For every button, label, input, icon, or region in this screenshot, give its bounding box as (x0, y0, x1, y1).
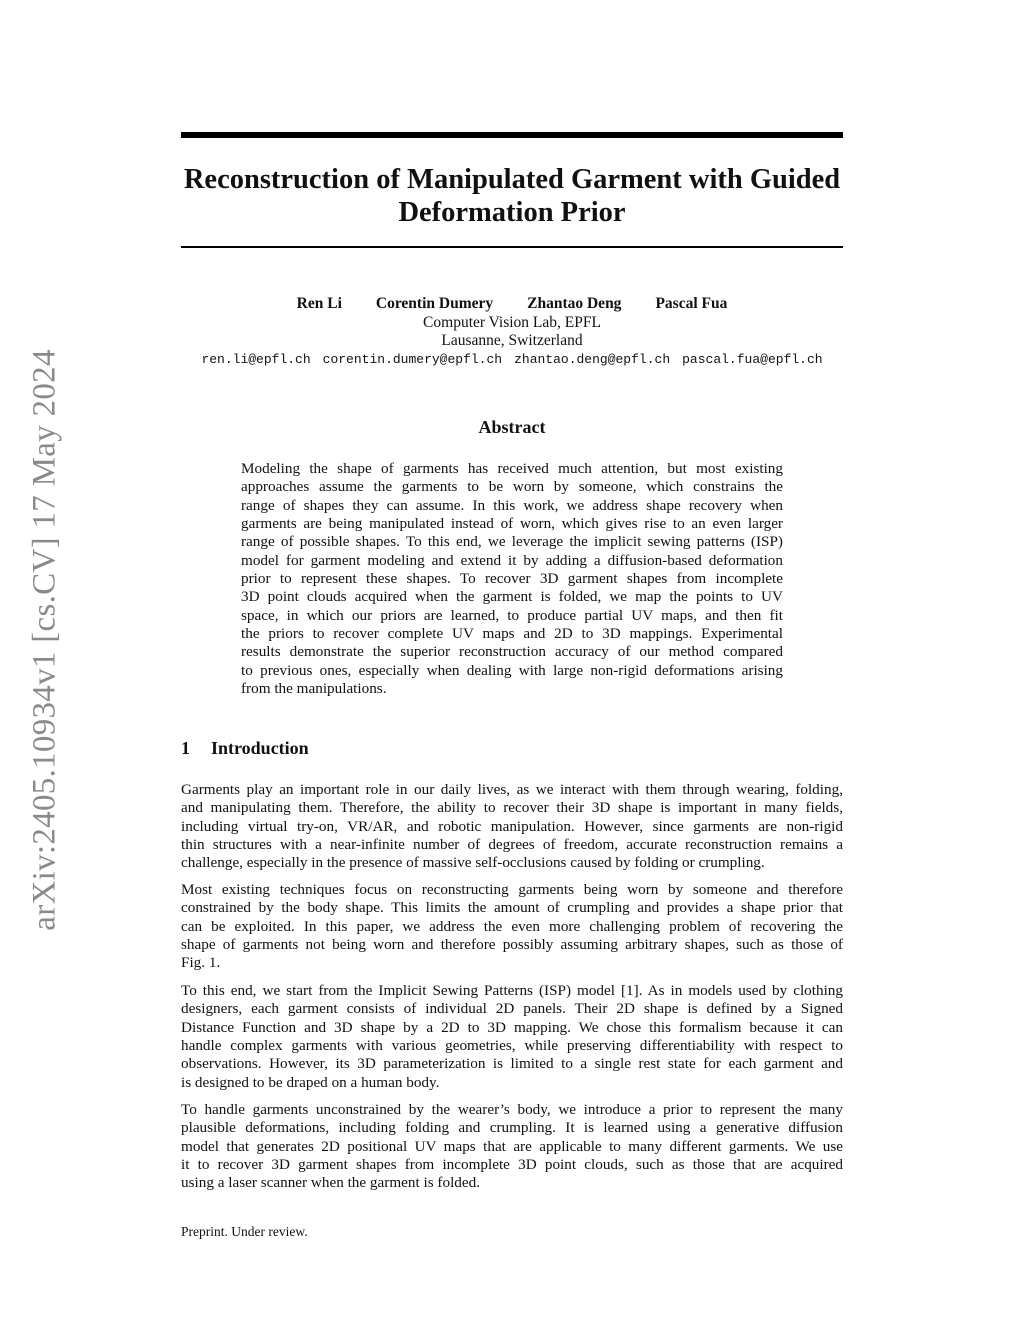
paper-title (150, 163, 874, 229)
affiliation: Computer Vision Lab, EPFL (423, 314, 601, 331)
author-list (0, 295, 1024, 313)
text-line: from the manipulations. (241, 680, 387, 698)
footer-note: Preprint. Under review. (181, 1224, 308, 1239)
email: pascal.fua@epfl.ch (682, 352, 823, 367)
text-line: thin structures with a near-infinite number of degrees of freedom, accurate reconstruction remains a (181, 836, 843, 854)
text-line: is designed to be draped on a human body. (181, 1073, 440, 1091)
abstract-heading: Abstract (478, 417, 546, 437)
paragraph (181, 881, 843, 973)
title-top-rule (181, 132, 843, 138)
text-line: Garments play an important role in our daily lives, as we interact with them through wearing, folding, (181, 781, 843, 798)
text-line: To handle garments unconstrained by the wearer’s body, we introduce a prior to represent the many (181, 1101, 843, 1118)
text-line: Fig. 1. (181, 954, 221, 972)
text-line: shape of garments not being worn and therefore possibly assuming arbitrary shapes, such as those of (181, 936, 843, 954)
text-line: to previous ones, especially when dealing with large non-rigid deformations arising (241, 661, 783, 679)
section-heading (181, 738, 309, 759)
email: zhantao.deng@epfl.ch (514, 352, 671, 367)
author: Zhantao Deng (527, 295, 622, 312)
text-line: garments are being manipulated instead of worn, which gives rise to an even larger (241, 515, 783, 533)
text-line: it to recover 3D garment shapes from incomplete 3D point clouds, such as those that are acquired (181, 1156, 843, 1174)
text-line: 3D point clouds acquired when the garment is folded, we map the points to UV (241, 588, 783, 606)
text-line: model for garment modeling and extend it by adding a diffusion-based deformation (241, 551, 783, 569)
text-line: handle complex garments with various geometries, while preserving differentiability with respect to (181, 1037, 843, 1055)
text-line: constrained by the body shape. This limits the amount of crumpling and provides a shape prior that (181, 899, 843, 917)
title-line: Deformation Prior (398, 197, 626, 228)
title-bottom-rule (181, 246, 843, 248)
text-line: and manipulating them. Therefore, the ability to recover their 3D shape is important in many fields, (181, 799, 843, 817)
email: ren.li@epfl.ch (201, 352, 311, 367)
text-line: Modeling the shape of garments has received much attention, but most existing (241, 460, 783, 477)
text-line: plausible deformations, including folding and crumpling. It is learned using a generative diffusion (181, 1119, 843, 1137)
paragraph (181, 781, 843, 873)
text-line: including virtual try-on, VR/AR, and robotic manipulation. However, since garments are non-rigid (181, 817, 843, 835)
email-list (0, 352, 1024, 367)
text-line: results demonstrate the superior reconstruction accuracy of our method compared (241, 643, 783, 661)
section-title: Introduction (211, 738, 309, 758)
text-line: approaches assume the garments to be worn by someone, which constrains the (241, 478, 783, 496)
text-line: can be exploited. In this paper, we address the even more challenging problem of recovering the (181, 917, 843, 935)
text-line: using a laser scanner when the garment is folded. (181, 1174, 481, 1192)
paragraph (181, 1101, 843, 1193)
section-number: 1 (181, 738, 190, 758)
text-line: Distance Function and 3D shape by a 2D to 3D mapping. We chose this formalism because it can (181, 1018, 843, 1036)
text-line: space, in which our priors are learned, to produce partial UV maps, and then fit (241, 606, 783, 624)
author: Pascal Fua (655, 295, 728, 312)
paragraph (181, 982, 843, 1092)
author: Ren Li (296, 295, 342, 312)
text-line: prior to represent these shapes. To recover 3D garment shapes from incomplete (241, 570, 783, 588)
abstract-body (241, 460, 783, 698)
text-line: observations. However, its 3D parameterization is limited to a single rest state for each garment and (181, 1055, 843, 1073)
text-line: Most existing techniques focus on reconstructing garments being worn by someone and therefore (181, 881, 843, 898)
text-line: range of possible shapes. To this end, we leverage the implicit sewing patterns (ISP) (241, 533, 783, 551)
affiliation-location: Lausanne, Switzerland (441, 332, 583, 349)
title-line: Reconstruction of Manipulated Garment with Guided (183, 164, 841, 195)
text-line: the priors to recover complete UV maps and 2D to 3D mappings. Experimental (241, 625, 783, 643)
text-line: model that generates 2D positional UV maps that are applicable to many different garments. We use (181, 1137, 843, 1155)
email: corentin.dumery@epfl.ch (322, 352, 503, 367)
author: Corentin Dumery (375, 295, 494, 312)
text-line: To this end, we start from the Implicit Sewing Patterns (ISP) model [1]. As in models used by clothing (181, 982, 843, 999)
text-line: range of shapes they can assume. In this work, we address shape recovery when (241, 496, 783, 514)
arxiv-identifier: arXiv:2405.10934v1 [cs.CV] 17 May 2024 (26, 349, 63, 931)
text-line: challenge, especially in the presence of massive self-occlusions caused by folding or crumpling. (181, 854, 765, 872)
text-line: designers, each garment consists of individual 2D panels. Their 2D shape is defined by a Signed (181, 1000, 843, 1018)
